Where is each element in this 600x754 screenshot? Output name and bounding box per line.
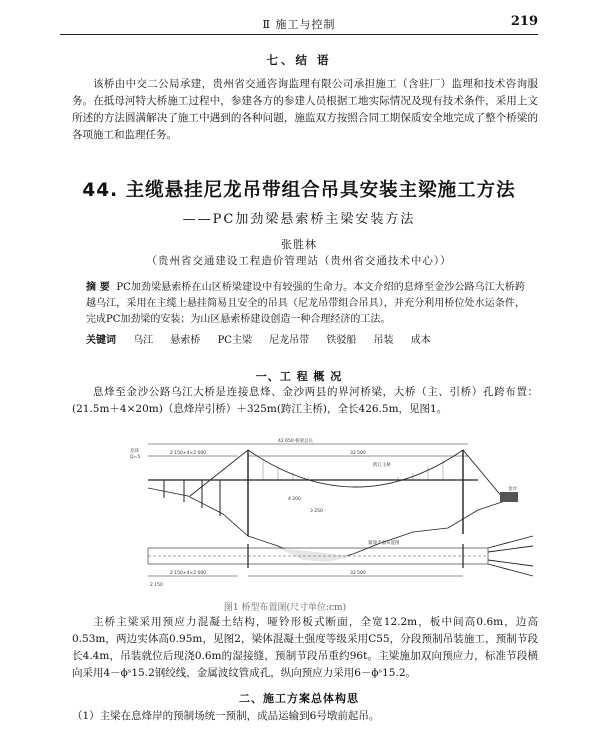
keyword: 悬索桥: [170, 335, 201, 346]
girder-paragraph: 主桥主梁采用预应力混凝土结构，哑铃形板式断面，全宽12.2m，板中间高0.6m，边高0.53m，两边实体高0.95m，见图2，梁体混凝土强度等级采用C55，分段预制吊装施工，预制节段长4.4m，吊装就位后现浇0.6m的湿接缝，预制节段吊重约96t。主梁施加双向预应力，标准节段横向采用4－ϕˢ15.2钢绞线，金属波纹管成孔，纵向预应力采用6－ϕˢ15.2。: [72, 616, 538, 679]
fig-anchorage: [500, 492, 518, 502]
keyword: 成本: [410, 335, 431, 346]
fig-plan-label: 紧凑平面布置图: [368, 541, 400, 546]
keyword: PC主梁: [217, 335, 252, 346]
fig-river: [278, 548, 353, 562]
abstract-label: 摘 要: [86, 282, 110, 293]
fig-label-left: 息烽: [130, 449, 139, 454]
keyword: 乌江: [133, 335, 154, 346]
fig-main-cable: [190, 450, 503, 498]
fig-plan-total: 32 500: [350, 571, 366, 576]
fig-plan-dim: 2 150+4×2 000: [170, 571, 207, 576]
bridge-layout-figure: [128, 436, 538, 598]
article-subtitle: ——PC加劲梁悬索桥主梁安装方法: [182, 212, 416, 227]
fig-dim-center: 4 200: [288, 497, 301, 502]
fig-plan-cables: [488, 536, 533, 576]
running-header: [60, 14, 538, 36]
abstract-text: PC加劲梁悬索桥在山区桥梁建设中有较强的生命力。本文介绍的息烽至金沙公路乌江大桥跨越乌江，采用在主缆上悬挂简易且安全的吊具（尼龙吊带组合吊具），并充分利用桥位处水运条件，完成PC加劲梁的安装；为山区悬索桥建设创造一种合理经济的工法。: [86, 282, 525, 325]
article-title: 44. 主缆悬挂尼龙吊带组合吊具安装主梁施工方法: [82, 180, 516, 201]
figure-caption: 图1 桥型布置图(尺寸单位:cm): [223, 603, 347, 613]
keywords-label: 关键词: [86, 335, 116, 346]
keyword: 尼龙吊带: [269, 335, 310, 346]
prev-section-heading: 七、结 语: [266, 53, 332, 67]
fig-dim-left: 2 150: [150, 583, 163, 588]
abstract: [86, 280, 525, 328]
prev-section-paragraph: 该桥由中交二公局承建，贵州省交通咨询监理有限公司承担施工（含驻厂）监理和技术咨询服务。在抵母河特大桥施工过程中，参建各方的参建人员根据工地实际情况及现有技术条件，采用上文所述的方法圆满解决了施工中遇到的各种问题，施监双方按照合同工期保质安全地完成了整个桥梁的各项施工和监理任务。: [72, 78, 538, 141]
scheme-heading: 二、施工方案总体构思: [239, 692, 359, 705]
article-author: 张胜林: [281, 238, 317, 251]
keywords: [86, 331, 525, 346]
fig-dim-sag: 3 250: [310, 509, 323, 514]
fig-mid-label: 跨江主桥: [373, 463, 391, 468]
keyword: 吊装: [373, 335, 394, 346]
fig-dim-main: 32 500: [350, 451, 366, 456]
fig-dim-approach: 2 150+4×2 000: [170, 451, 207, 456]
keyword: 铁驳船: [326, 335, 357, 346]
fig-hangers: [263, 460, 443, 480]
fig-elev-mark: Q=5: [130, 455, 141, 460]
article-affiliation: （贵州省交通建设工程造价管理站（贵州省交通技术中心））: [146, 255, 452, 267]
fig-dim-total: 42 650 桥梁总长: [278, 439, 314, 444]
page-number: 219: [510, 14, 538, 29]
scheme-step-1: （1）主梁在息烽岸的预制场统一预制，成品运输到6号墩前起吊。: [72, 710, 380, 722]
header-section: Ⅱ 施工与控制: [262, 18, 336, 31]
header-rule: [60, 34, 538, 35]
overview-paragraph: 息烽至金沙公路乌江大桥是连接息烽、金沙两县的界河桥梁，大桥（主、引桥）孔跨布置：(21.5m＋4×20m)（息烽岸引桥）＋325m(跨江主桥)，全长426.5m，见图1。: [72, 386, 538, 415]
fig-label-right: 金沙: [508, 487, 517, 492]
overview-heading: 一、工 程 概 况: [255, 370, 343, 383]
